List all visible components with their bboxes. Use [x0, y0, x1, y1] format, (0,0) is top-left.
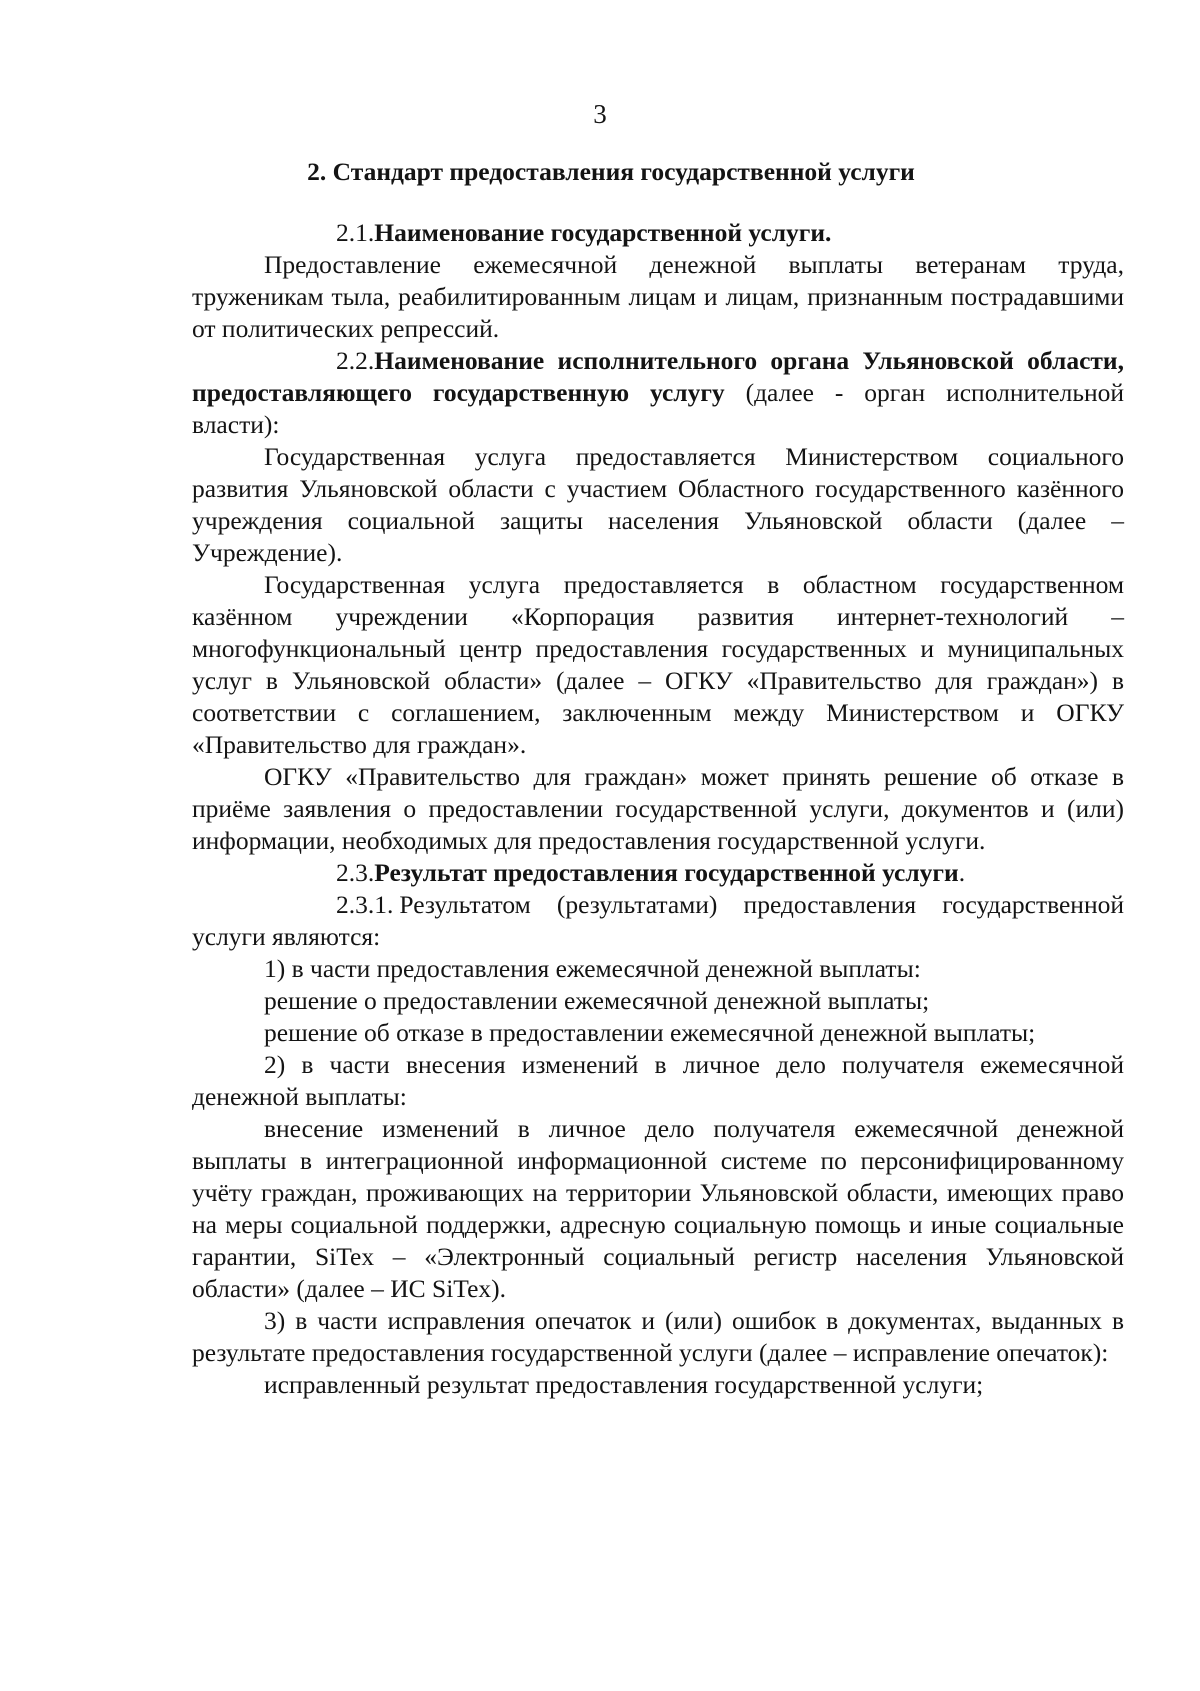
- list-item-2-a: внесение изменений в личное дело получателя ежемесячной денежной выплаты в интеграционной информационной системе по персонифицированному учёту граждан, проживающих на территории Ульяновской области, имеющих право на меры социальной поддержки, адресную социальную помощь и иные социальные гарантии, SiTex – «Электронный социальный регистр населения Ульяновской области» (далее – ИС SiTex).: [192, 1114, 1124, 1303]
- clause-2-2-paragraph-1: Государственная услуга предоставляется Министерством социального развития Ульяновской области с участием Областного государственного казённого учреждения социальной защиты населения Ульяновской области (далее – Учреждение).: [192, 442, 1124, 567]
- clause-heading-end: .: [958, 858, 966, 887]
- page-number: 3: [593, 99, 607, 129]
- clause-number: 2.2.: [336, 346, 375, 375]
- clause-2-2-heading: [192, 345, 1124, 441]
- clause-heading: Наименование государственной услуги.: [374, 218, 832, 247]
- clause-heading-tail: (далее - орган исполнительной власти):: [192, 378, 1124, 439]
- document-body: [192, 217, 1124, 1401]
- list-item-1: 1) в части предоставления ежемесячной денежной выплаты:: [264, 954, 921, 983]
- clause-heading: Результат предоставления государственной услуги: [374, 858, 959, 887]
- clause-number: 2.3.: [336, 858, 375, 887]
- list-item-3: 3) в части исправления опечаток и (или) ошибок в документах, выданных в результате предоставления государственной услуги (далее – исправление опечаток):: [192, 1306, 1124, 1367]
- clause-2-1-heading: [192, 217, 1124, 249]
- clause-2-3-heading: [192, 857, 1124, 889]
- clause-heading: Наименование исполнительного органа Ульяновской области, предоставляющего государственную услугу: [192, 346, 1124, 407]
- clause-2-2-paragraph-3: ОГКУ «Правительство для граждан» может принять решение об отказе в приёме заявления о предоставлении государственной услуги, документов и (или) информации, необходимых для предоставления государственной услуги.: [192, 762, 1124, 855]
- list-item-1-a: решение о предоставлении ежемесячной денежной выплаты;: [264, 986, 930, 1015]
- subclause-number: 2.3.1.: [336, 890, 394, 919]
- subclause-text: Результатом (результатами) предоставления государственной услуги являются:: [192, 890, 1124, 951]
- clause-number: 2.1.: [336, 218, 375, 247]
- clause-2-3-1-text: [192, 889, 1124, 953]
- list-item-1-b: решение об отказе в предоставлении ежемесячной денежной выплаты;: [264, 1018, 1036, 1047]
- section-title: 2. Стандарт предоставления государственной услуги: [307, 157, 915, 186]
- list-item-2: 2) в части внесения изменений в личное дело получателя ежемесячной денежной выплаты:: [192, 1050, 1124, 1111]
- clause-2-1-text: Предоставление ежемесячной денежной выплаты ветеранам труда, труженикам тыла, реабилитированным лицам и лицам, признанным пострадавшими от политических репрессий.: [192, 250, 1124, 343]
- clause-2-2-paragraph-2: Государственная услуга предоставляется в областном государственном казённом учреждении «Корпорация развития интернет-технологий – многофункциональный центр предоставления государственных и муниципальных услуг в Ульяновской области» (далее – ОГКУ «Правительство для граждан») в соответствии с соглашением, заключенным между Министерством и ОГКУ «Правительство для граждан».: [192, 570, 1124, 759]
- list-item-3-a: исправленный результат предоставления государственной услуги;: [264, 1370, 984, 1399]
